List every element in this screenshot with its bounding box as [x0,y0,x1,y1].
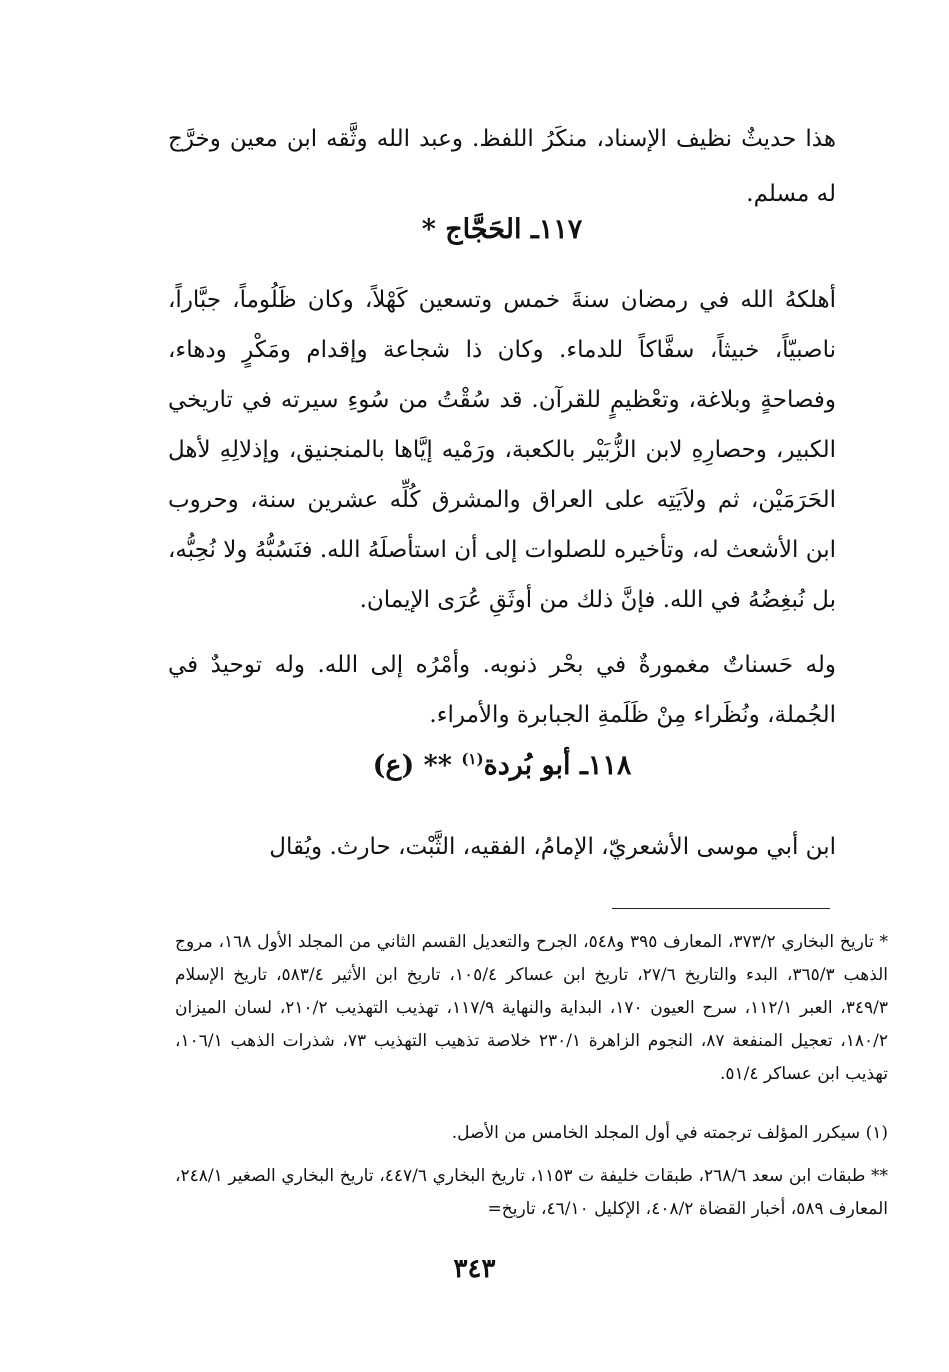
paragraph-hadith-note: هذا حديثٌ نظيف الإسناد، منكَرُ اللفظ. وعبد الله وثَّقه ابن معين وخرَّج له مسلم. [168,126,836,207]
page-number: ٣٤٣ [453,1254,496,1284]
footnote-abu-burda-sources: ** طبقات ابن سعد ٢٦٨/٦، طبقات خليفة ت ١١٥٣، تاريخ البخاري ٤٤٧/٦، تاريخ البخاري الصغير ٢٤٨/١، المعارف ٥٨٩، أخبار القضاة ٤٠٨/٢، الإكليل ٤٦/١٠، تاريخ= [175,1166,888,1219]
footnote-ref-1: (١) [461,750,484,768]
entry-heading-118 [168,750,836,781]
paragraph-hajjaj-bio: أهلكهُ الله في رمضان سنةَ خمس وتسعين كَهْلاً، وكان ظَلُوماً، جبَّاراً، ناصبيّاً، خبيثاً، سفَّاكاً للدماء. وكان ذا شجاعة وإقدام ومَكْرٍ ودهاء، وفصاحةٍ وبلاغة، وتعْظيمٍ للقرآن. قد سُقْتُ من سُوءِ سيرته في تاريخي الكبير، وحصارِهِ لابن الزُّبَيْر بالكعبة، ورَمْيه إيَّاها بالمنجنيق، وإذلالِهِ لأهل الحَرَمَيْن، ثم ولاَيَتِه على العراق والمشرق كُلِّه عشرين سنة، وحروب ابن الأشعث له، وتأخيره للصلوات إلى أن استأصلَهُ الله. فنَسُبُّهُ ولا نُحِبُّه، بل نُبغِضُهُ في الله. فإنَّ ذلك من أوثَقِ عُرَى الإيمان. [168,287,836,613]
footnote-hajjaj-sources: * تاريخ البخاري ٣٧٣/٢، المعارف ٣٩٥ و٥٤٨، الجرح والتعديل القسم الثاني من المجلد الأول ١٦٨، مروج الذهب ٣٦٥/٣، البدء والتاريخ ٢٧/٦، تاريخ ابن عساكر ١٠٥/٤، تاريخ ابن الأثير ٥٨٣/٤، تاريخ الإسلام ٣٤٩/٣، العبر ١١٢/١، سرح العيون ١٧٠، البداية والنهاية ١١٧/٩، تهذيب التهذيب ٢١٠/٢، لسان الميزان ١٨٠/٢، تعجيل المنفعة ٨٧، النجوم الزاهرة ٢٣٠/١ خلاصة تذهيب التهذيب ٧٣، شذرات الذهب ١٠٦/١، تهذيب ابن عساكر ٥١/٤. [175,932,889,1084]
paragraph-hajjaj-good-deeds: وله حَسناتٌ مغمورةٌ في بحْر ذنوبه. وأمْرُه إلى الله. وله توحيدٌ في الجُملة، ونُظَراء مِنْ ظَلَمةِ الجبابرة والأمراء. [168,652,836,728]
entry-heading-118-marks: ** (ع) [372,750,462,781]
footnote-1: (١) سيكرر المؤلف ترجمته في أول المجلد الخامس من الأصل. [451,1123,888,1143]
footnote-separator [612,908,830,909]
paragraph-abu-burda-intro: ابن أبي موسى الأشعريّ، الإمامُ، الفقيه، الثَّبْت، حارث. ويُقال [269,834,836,860]
entry-heading-117: ١١٧ـ الحَجَّاج * [421,214,583,245]
entry-heading-118-name: ١١٨ـ أبو بُردة [483,750,632,781]
